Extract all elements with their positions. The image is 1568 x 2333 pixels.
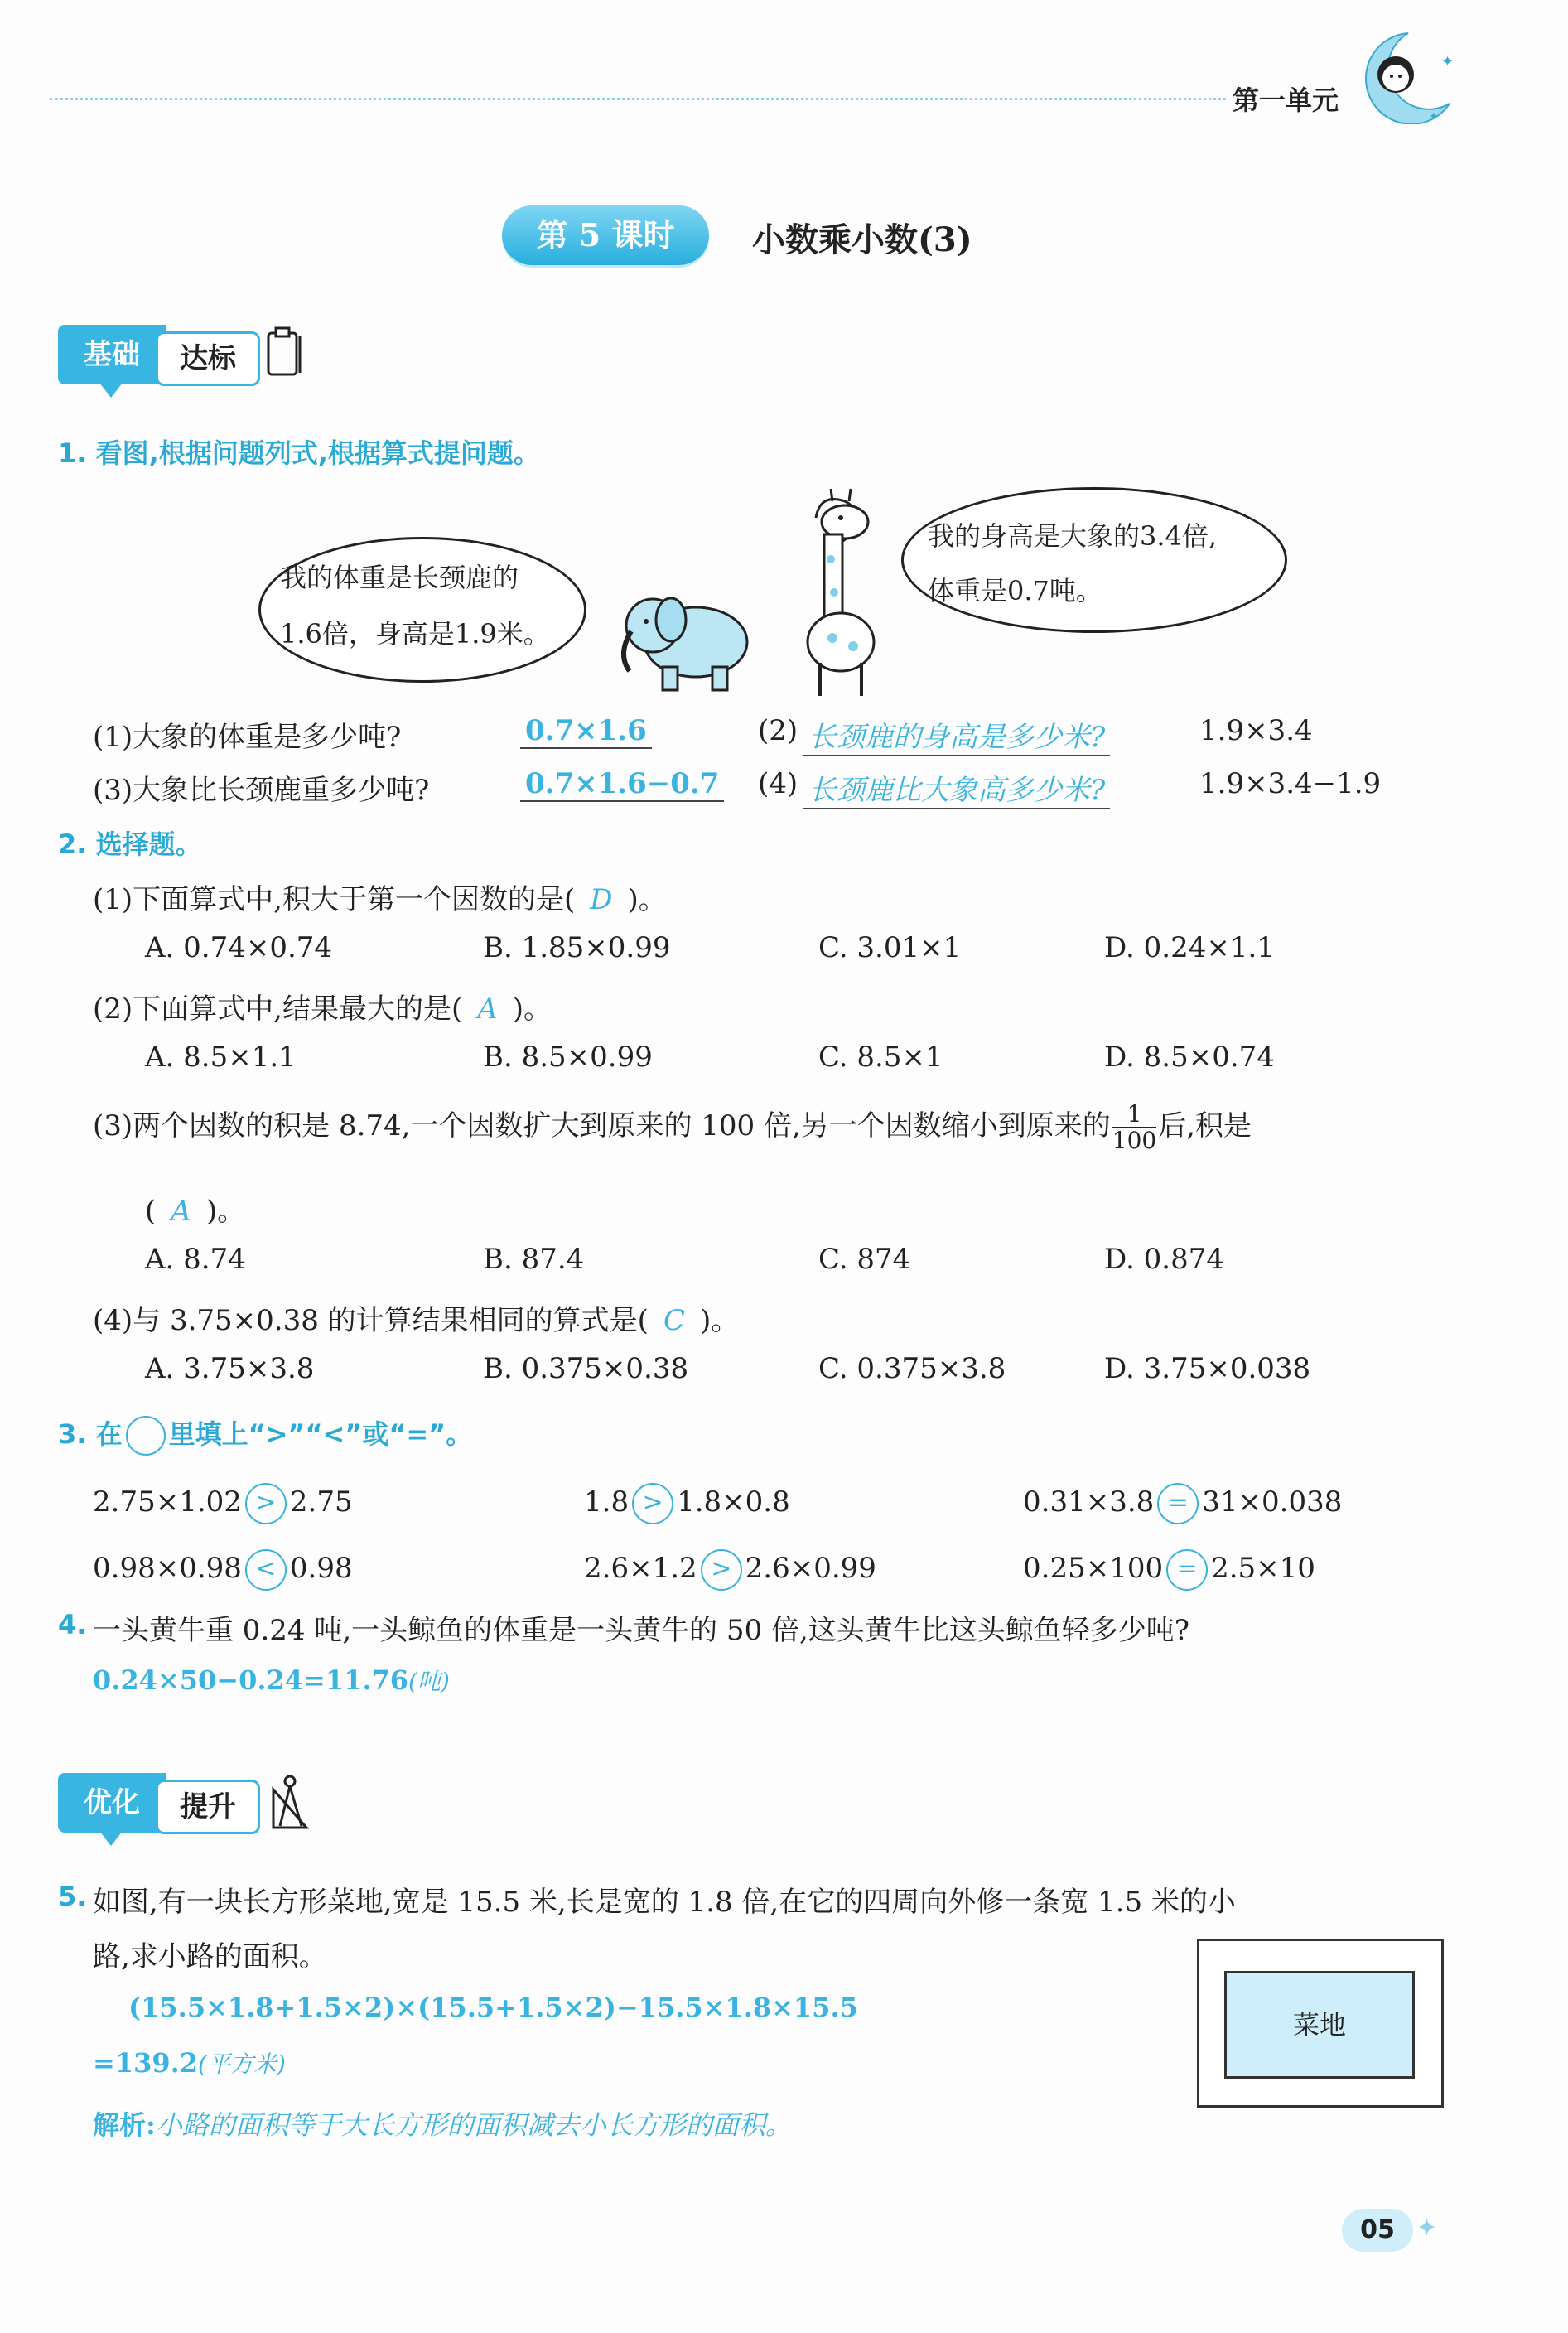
field-label: 菜地 <box>1292 2009 1346 2041</box>
q5-explanation: 解析:小路的面积等于大长方形的面积减去小长方形的面积。 <box>93 2109 792 2141</box>
q3-answer-circle: < <box>245 1549 287 1591</box>
q3-answer-circle: = <box>1157 1483 1199 1524</box>
lesson-title: 小数乘小数(3) <box>752 220 972 259</box>
lesson-badge <box>502 205 709 265</box>
svg-text:✦: ✦ <box>1441 53 1455 70</box>
q2-4-option-a: A. 3.75×3.8 <box>145 1352 315 1385</box>
q3-row1-item1: 2.75×1.02 > 2.75 <box>93 1483 353 1524</box>
compass-ruler-icon <box>265 1773 315 1836</box>
q5-line2: 路,求小路的面积。 <box>93 1940 327 1973</box>
header-dotted-line <box>50 98 1226 100</box>
q2-4-option-d: D. 3.75×0.038 <box>1104 1352 1311 1385</box>
q5-answer-line2: =139.2(平方米) <box>93 2047 286 2079</box>
q4-answer: 0.24×50−0.24=11.76(吨) <box>93 1664 450 1696</box>
q3-row2-item1: 0.98×0.98 < 0.98 <box>93 1549 353 1591</box>
q1-p4-question: 长颈鹿比大象高多少米? <box>803 767 1110 809</box>
q2-2-option-a: A. 8.5×1.1 <box>145 1041 297 1074</box>
q2-1-option-b: B. 1.85×0.99 <box>483 931 671 964</box>
q1-p2-expression: 1.9×3.4 <box>1199 714 1313 747</box>
q2-2-stem: (2)下面算式中,结果最大的是( A )。 <box>93 993 552 1026</box>
q5-number: 5. <box>58 1881 87 1912</box>
giraffe-icon <box>783 485 890 703</box>
q2-3-option-c: C. 874 <box>818 1243 911 1276</box>
sparkle-icon: ✦ <box>1416 2214 1438 2243</box>
q1-p4-label: (4) <box>758 767 798 800</box>
q1-p3-question: (3)大象比长颈鹿重多少吨? <box>93 774 430 807</box>
lesson-badge-text: 第 5 课时 <box>536 216 675 254</box>
q2-1-stem: (1)下面算式中,积大于第一个因数的是( D )。 <box>93 883 667 916</box>
q1-p4-expression: 1.9×3.4−1.9 <box>1199 767 1382 800</box>
empty-circle-icon <box>126 1416 166 1456</box>
q1-title: 1. 看图,根据问题列式,根据算式提问题。 <box>58 437 540 469</box>
unit-label: 第一单元 <box>1233 85 1339 116</box>
q2-2-answer: A <box>477 993 498 1026</box>
giraffe-bubble-line2: 体重是0.7吨。 <box>928 575 1102 606</box>
q1-p1-question: (1)大象的体重是多少吨? <box>93 721 402 754</box>
q2-1-option-a: A. 0.74×0.74 <box>145 931 333 964</box>
q2-3-option-a: A. 8.74 <box>145 1243 246 1276</box>
q2-3-answer: A <box>171 1195 191 1228</box>
fraction-one-hundredth: $\frac{1}{100}$ <box>1112 1100 1157 1154</box>
q1-p3-answer: 0.7×1.6−0.7 <box>520 767 724 802</box>
q4-number: 4. <box>58 1609 87 1640</box>
q3-answer-circle: > <box>632 1483 673 1524</box>
q2-4-answer: C <box>663 1304 685 1337</box>
q2-2-option-c: C. 8.5×1 <box>818 1041 943 1074</box>
q2-4-option-c: C. 0.375×3.8 <box>818 1352 1006 1385</box>
q2-3-stem: (3)两个因数的积是 8.74,一个因数扩大到原来的 100 倍,另一个因数缩小到原来的 $\frac{1}{100}$ 后,积是 <box>93 1100 1252 1154</box>
section-tab-basic <box>58 325 306 408</box>
svg-text:✦: ✦ <box>1429 110 1439 123</box>
q2-2-option-b: B. 8.5×0.99 <box>483 1041 653 1074</box>
page-number: 05 <box>1360 2215 1395 2244</box>
q1-p1-answer: 0.7×1.6 <box>520 714 652 749</box>
q3-answer-circle: > <box>245 1483 287 1524</box>
q1-p2-label: (2) <box>758 714 798 747</box>
tab-improve-a: 优化 <box>58 1773 166 1833</box>
q3-answer-circle: = <box>1166 1549 1208 1591</box>
q3-row2-item2: 2.6×1.2 > 2.6×0.99 <box>584 1549 876 1591</box>
elephant-bubble-line2: 1.6倍，身高是1.9米。 <box>280 618 550 650</box>
clipboard-icon <box>263 325 305 386</box>
q4-text: 一头黄牛重 0.24 吨,一头鲸鱼的体重是一头黄牛的 50 倍,这头黄牛比这头鲸鱼轻多少吨? <box>93 1614 1190 1647</box>
q2-1-option-c: C. 3.01×1 <box>818 931 962 964</box>
q3-answer-circle: > <box>701 1549 742 1591</box>
tab-improve-b: 提升 <box>156 1780 260 1834</box>
q2-4-stem: (4)与 3.75×0.38 的计算结果相同的算式是( C )。 <box>93 1304 740 1337</box>
section-tab-improve <box>58 1773 323 1856</box>
q2-3-answer-line: ( A )。 <box>145 1195 246 1228</box>
q2-2-option-d: D. 8.5×0.74 <box>1104 1041 1275 1074</box>
q2-3-option-b: B. 87.4 <box>483 1243 585 1276</box>
q3-row2-item3: 0.25×100 = 2.5×10 <box>1023 1549 1315 1591</box>
q5-line1: 如图,有一块长方形菜地,宽是 15.5 米,长是宽的 1.8 倍,在它的四周向外修一条宽 1.5 米的小 <box>93 1886 1236 1919</box>
q2-3-option-d: D. 0.874 <box>1104 1243 1224 1276</box>
q2-title: 2. 选择题。 <box>58 828 202 860</box>
tab-basic-a: 基础 <box>58 325 166 384</box>
giraffe-speech-bubble <box>901 487 1287 633</box>
q3-row1-item2: 1.8 > 1.8×0.8 <box>584 1483 790 1524</box>
q5-answer-line1: (15.5×1.8+1.5×2)×(15.5+1.5×2)−15.5×1.8×15.5 <box>128 1992 858 2023</box>
q2-1-option-d: D. 0.24×1.1 <box>1104 931 1275 964</box>
elephant-icon <box>613 580 762 699</box>
q1-p2-question: 长颈鹿的身高是多少米? <box>803 714 1110 756</box>
giraffe-bubble-line1: 我的身高是大象的3.4倍, <box>928 520 1218 552</box>
page-number-badge <box>1342 2209 1413 2252</box>
vegetable-field-figure <box>1197 1939 1444 2108</box>
inner-field <box>1224 1971 1415 2079</box>
elephant-bubble-line1: 我的体重是长颈鹿的 <box>280 562 519 593</box>
q2-1-answer: D <box>590 883 613 916</box>
q3-row1-item3: 0.31×3.8 = 31×0.038 <box>1023 1483 1342 1524</box>
q3-title: 3. 在 里填上“>”“<”或“=”。 <box>58 1413 472 1456</box>
moon-girl-icon <box>1350 25 1458 128</box>
tab-basic-b: 达标 <box>156 331 260 386</box>
q2-4-option-b: B. 0.375×0.38 <box>483 1352 689 1385</box>
